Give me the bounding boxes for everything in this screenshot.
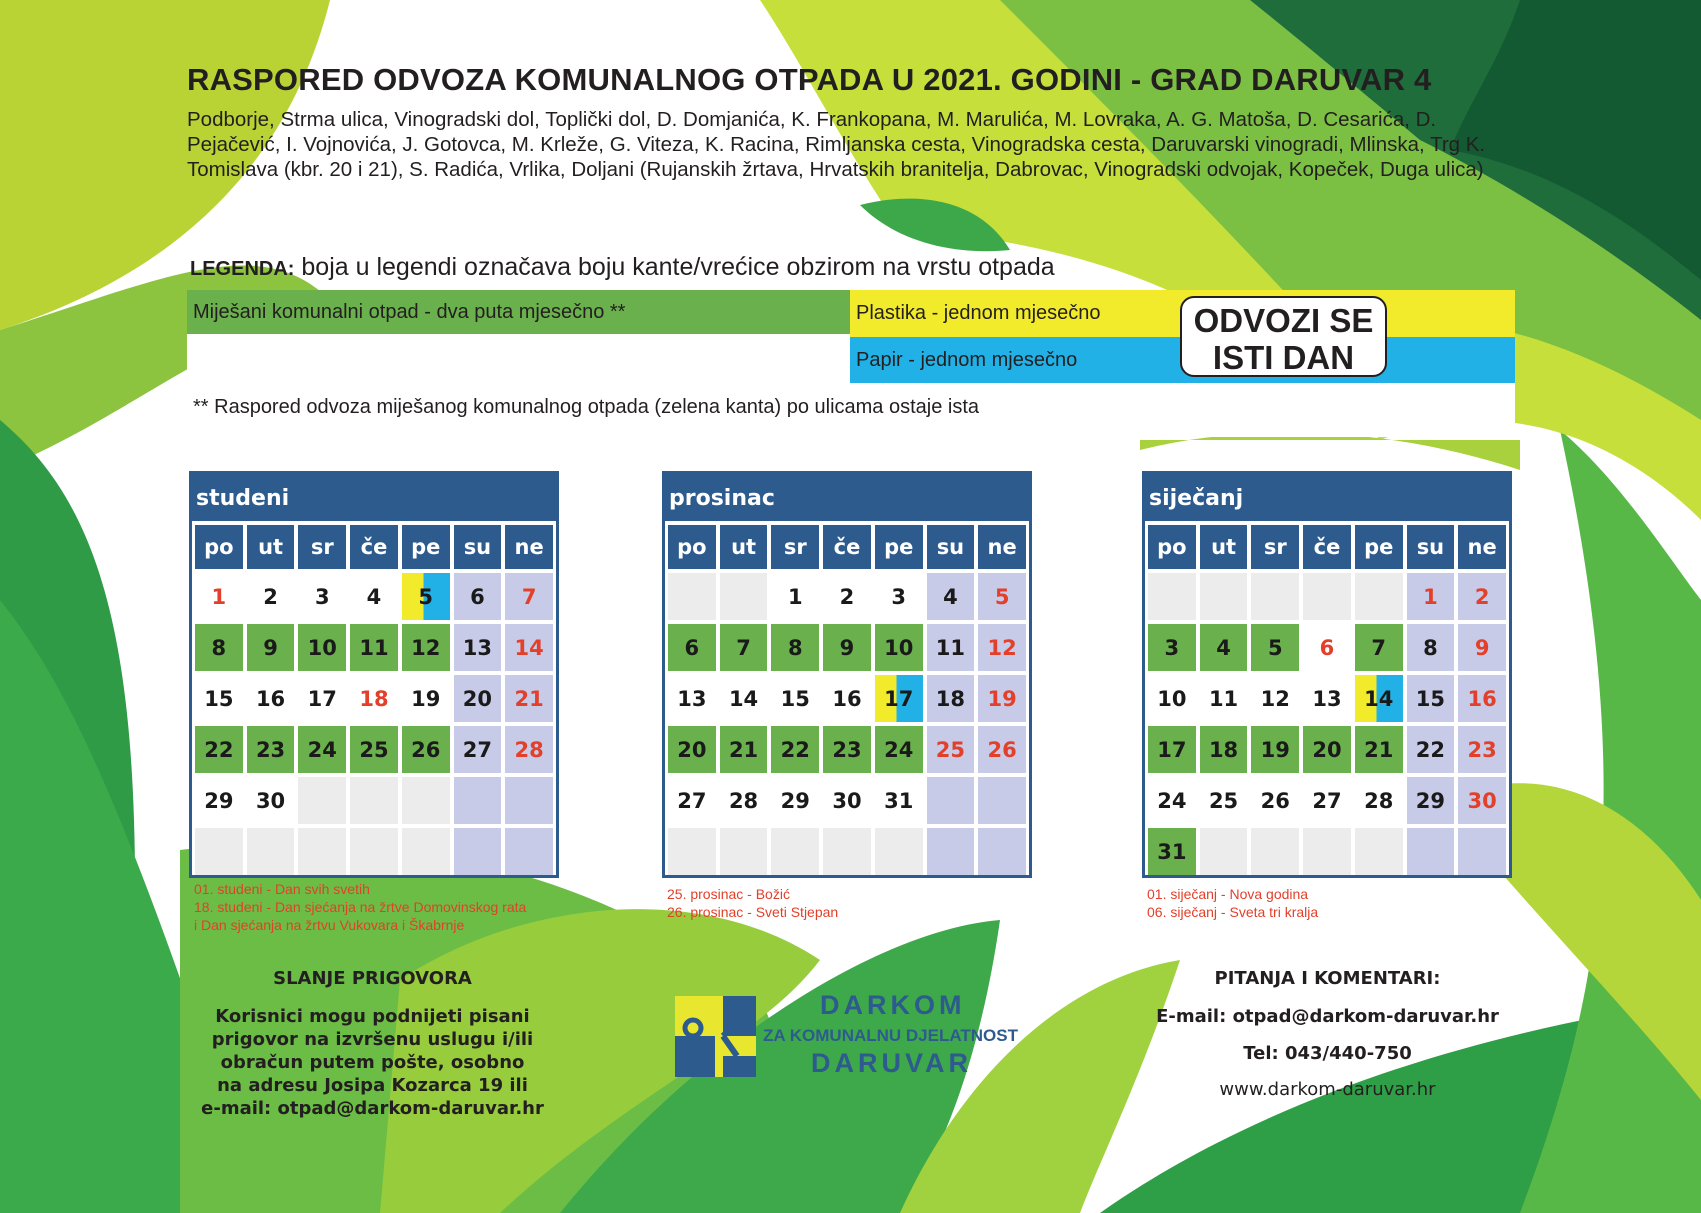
calendar-day: 7 — [505, 573, 553, 620]
calendar-day: 24 — [875, 726, 923, 773]
weekday-header: če — [350, 525, 398, 569]
calendar-empty-cell — [402, 828, 450, 875]
calendar-day: 19 — [1251, 726, 1299, 773]
complaints-line: obračun putem pošte, osobno — [220, 1052, 525, 1073]
calendar-day: 26 — [978, 726, 1026, 773]
calendar-empty-cell — [771, 828, 819, 875]
calendar-day: 20 — [1303, 726, 1351, 773]
calendar-day: 6 — [668, 624, 716, 671]
holiday-note: 01. studeni - Dan svih svetih — [194, 881, 370, 897]
weekday-header: če — [823, 525, 871, 569]
calendar-empty-cell — [1251, 828, 1299, 875]
logo-line1: DARKOM — [820, 990, 966, 1020]
calendar-empty-cell — [402, 777, 450, 824]
calendar-day: 24 — [298, 726, 346, 773]
calendar-day: 2 — [247, 573, 295, 620]
calendar-day: 16 — [247, 675, 295, 722]
weekday-header: po — [1148, 525, 1196, 569]
calendar-day: 18 — [1200, 726, 1248, 773]
calendar-empty-cell — [1407, 828, 1455, 875]
calendar-empty-cell — [350, 828, 398, 875]
page-title: RASPORED ODVOZA KOMUNALNOG OTPADA U 2021. GODINI - GRAD DARUVAR 4 — [187, 62, 1432, 97]
contact-heading: PITANJA I KOMENTARI: — [1214, 968, 1441, 989]
calendar-day: 22 — [771, 726, 819, 773]
weekday-header: sr — [298, 525, 346, 569]
weekday-header: pe — [1355, 525, 1403, 569]
calendar-day: 21 — [1355, 726, 1403, 773]
calendar-day: 2 — [1458, 573, 1506, 620]
calendar-empty-cell — [505, 828, 553, 875]
calendar-empty-cell — [454, 828, 502, 875]
calendar-empty-cell — [875, 828, 923, 875]
calendar-day: 4 — [350, 573, 398, 620]
calendar-day: 18 — [927, 675, 975, 722]
calendar-empty-cell — [1303, 828, 1351, 875]
calendar-empty-cell — [1200, 828, 1248, 875]
calendar-empty-cell — [927, 777, 975, 824]
calendar-day: 31 — [1148, 828, 1196, 875]
calendar-empty-cell — [195, 828, 243, 875]
calendar-empty-cell — [1355, 573, 1403, 620]
calendar-empty-cell — [1251, 573, 1299, 620]
weekday-header: pe — [875, 525, 923, 569]
holiday-notes-prosinac — [667, 885, 838, 921]
calendar-day: 7 — [720, 624, 768, 671]
weekday-header: ut — [1200, 525, 1248, 569]
calendar-day: 29 — [771, 777, 819, 824]
calendar-grid — [192, 521, 556, 875]
weekday-header: ne — [1458, 525, 1506, 569]
calendar-day: 12 — [402, 624, 450, 671]
calendar-day: 10 — [298, 624, 346, 671]
calendar-empty-cell — [927, 828, 975, 875]
calendar-day: 13 — [454, 624, 502, 671]
calendar-day: 4 — [1200, 624, 1248, 671]
weekday-header: sr — [1251, 525, 1299, 569]
calendar-day: 31 — [875, 777, 923, 824]
calendar-prosinac — [662, 471, 1032, 878]
legend-description: boja u legendi označava boju kante/vrećice obzirom na vrstu otpada — [301, 253, 1055, 281]
calendar-day: 24 — [1148, 777, 1196, 824]
calendar-day: 28 — [1355, 777, 1403, 824]
weekday-header: su — [1407, 525, 1455, 569]
weekday-header: ne — [505, 525, 553, 569]
calendar-day: 14 — [505, 624, 553, 671]
calendar-day: 3 — [875, 573, 923, 620]
calendar-day: 16 — [1458, 675, 1506, 722]
calendar-empty-cell — [1355, 828, 1403, 875]
calendar-day: 12 — [1251, 675, 1299, 722]
calendar-empty-cell — [247, 828, 295, 875]
logo-line2: ZA KOMUNALNU DJELATNOST — [763, 1026, 1018, 1045]
calendar-empty-cell — [1458, 828, 1506, 875]
weekday-header: sr — [771, 525, 819, 569]
calendar-day: 30 — [823, 777, 871, 824]
complaints-email: e-mail: otpad@darkom-daruvar.hr — [201, 1098, 544, 1119]
weekday-header: če — [1303, 525, 1351, 569]
calendar-day: 11 — [350, 624, 398, 671]
calendar-day: 14 — [720, 675, 768, 722]
calendar-day: 13 — [1303, 675, 1351, 722]
calendar-empty-cell — [298, 828, 346, 875]
holiday-note: 25. prosinac - Božić — [667, 886, 790, 902]
weekday-header: su — [454, 525, 502, 569]
calendar-day: 4 — [927, 573, 975, 620]
calendar-day: 11 — [927, 624, 975, 671]
calendar-day: 20 — [668, 726, 716, 773]
legend-plastic-label: Plastika - jednom mjesečno — [856, 302, 1101, 324]
calendar-day: 27 — [668, 777, 716, 824]
calendar-day: 22 — [1407, 726, 1455, 773]
darkom-logo-icon — [675, 996, 756, 1077]
contact-phone: Tel: 043/440-750 — [1243, 1043, 1412, 1064]
calendar-empty-cell — [298, 777, 346, 824]
weekday-header: ut — [247, 525, 295, 569]
calendar-day: 27 — [1303, 777, 1351, 824]
calendar-day: 9 — [1458, 624, 1506, 671]
weekday-header: po — [195, 525, 243, 569]
legend-mixed-label: Miješani komunalni otpad - dva puta mjesečno ** — [193, 300, 626, 323]
calendar-empty-cell — [1303, 573, 1351, 620]
calendar-day: 12 — [978, 624, 1026, 671]
calendar-day: 6 — [454, 573, 502, 620]
calendar-day: 8 — [1407, 624, 1455, 671]
calendar-day: 13 — [668, 675, 716, 722]
calendar-empty-cell — [350, 777, 398, 824]
calendar-day: 29 — [1407, 777, 1455, 824]
calendar-day: 19 — [978, 675, 1026, 722]
calendar-day: 23 — [247, 726, 295, 773]
calendar-day: 18 — [350, 675, 398, 722]
contact-section — [1130, 968, 1525, 1100]
legend-mixed-waste — [187, 290, 850, 334]
same-day-line1: ODVOZI SE — [1193, 302, 1374, 339]
calendar-day: 20 — [454, 675, 502, 722]
calendar-month-title: prosinac — [669, 486, 775, 511]
street-list: Podborje, Strma ulica, Vinogradski dol, Toplički dol, D. Domjanića, K. Frankopana, M. Marulića, M. Lovraka, A. G. Matoša, D. Cesarića, D. Pejačević, I. Vojnovića, J. Gotovca, M. Krleže, G. Viteza, K. Racina, Rimljanska cesta, Vinogradska cesta, Daruvarski vinogradi, Mlinska, Trg K. Tomislava (kbr. 20 i 21), S. Radića, Vrlika, Doljani (Rujanskih žrtava, Hrvatskih branitelja, Dabrovac, Vinogradski odvojak, Kopeček, Duga ulica) — [187, 108, 1486, 181]
calendar-studeni — [189, 471, 559, 878]
complaints-heading: SLANJE PRIGOVORA — [273, 968, 472, 989]
calendar-day: 14 — [1355, 675, 1403, 722]
complaints-line: prigovor na izvršenu uslugu i/ili — [211, 1029, 534, 1050]
weekday-header: po — [668, 525, 716, 569]
calendar-day: 29 — [195, 777, 243, 824]
calendar-day: 7 — [1355, 624, 1403, 671]
calendar-day: 23 — [823, 726, 871, 773]
same-day-line2: ISTI DAN — [1212, 339, 1355, 376]
contact-email[interactable]: E-mail: otpad@darkom-daruvar.hr — [1156, 1006, 1499, 1027]
calendar-empty-cell — [720, 573, 768, 620]
schedule-note: ** Raspored odvoza miješanog komunalnog otpada (zelena kanta) po ulicama ostaje ista — [187, 383, 1515, 437]
calendar-sijecanj — [1142, 471, 1512, 878]
calendar-day: 9 — [247, 624, 295, 671]
calendar-day: 23 — [1458, 726, 1506, 773]
calendar-day: 25 — [350, 726, 398, 773]
complaints-line: na adresu Josipa Kozarca 19 ili — [217, 1075, 528, 1096]
calendar-empty-cell — [720, 828, 768, 875]
calendar-empty-cell — [668, 573, 716, 620]
calendar-day: 27 — [454, 726, 502, 773]
holiday-note: 06. siječanj - Sveta tri kralja — [1147, 904, 1319, 920]
calendar-day: 5 — [1251, 624, 1299, 671]
holiday-note: 26. prosinac - Sveti Stjepan — [667, 904, 839, 920]
holiday-note: 18. studeni - Dan sjećanja na žrtve Domovinskog rata — [194, 899, 527, 915]
legend-label: LEGENDA: — [190, 258, 295, 280]
calendar-day: 30 — [1458, 777, 1506, 824]
calendar-empty-cell — [1200, 573, 1248, 620]
calendar-day: 5 — [402, 573, 450, 620]
calendar-empty-cell — [454, 777, 502, 824]
logo-line3: DARUVAR — [811, 1048, 972, 1078]
holiday-note: i Dan sjećanja na žrtvu Vukovara i Škabrnje — [194, 917, 465, 933]
calendar-day: 10 — [875, 624, 923, 671]
calendar-grid — [1145, 521, 1509, 875]
calendar-day: 5 — [978, 573, 1026, 620]
holiday-notes-sijecanj — [1147, 885, 1318, 921]
calendar-day: 8 — [195, 624, 243, 671]
calendar-day: 26 — [402, 726, 450, 773]
calendar-empty-cell — [978, 828, 1026, 875]
calendar-day: 25 — [927, 726, 975, 773]
contact-website[interactable]: www.darkom-daruvar.hr — [1219, 1079, 1436, 1100]
calendar-empty-cell — [823, 828, 871, 875]
calendar-month-title: studeni — [196, 486, 290, 511]
calendar-day: 19 — [402, 675, 450, 722]
calendar-empty-cell — [978, 777, 1026, 824]
calendar-day: 15 — [1407, 675, 1455, 722]
calendar-day: 1 — [195, 573, 243, 620]
calendar-day: 10 — [1148, 675, 1196, 722]
calendar-day: 21 — [720, 726, 768, 773]
complaints-line: Korisnici mogu podnijeti pisani — [215, 1006, 530, 1027]
calendar-day: 15 — [771, 675, 819, 722]
calendar-day: 15 — [195, 675, 243, 722]
complaints-section — [180, 968, 565, 1120]
calendar-empty-cell — [505, 777, 553, 824]
holiday-note: 01. siječanj - Nova godina — [1147, 886, 1309, 902]
calendar-day: 22 — [195, 726, 243, 773]
weekday-header: ut — [720, 525, 768, 569]
calendar-day: 6 — [1303, 624, 1351, 671]
calendar-day: 1 — [1407, 573, 1455, 620]
calendar-grid — [665, 521, 1029, 875]
legend-paper-label: Papir - jednom mjesečno — [856, 348, 1078, 371]
legend-spacer — [187, 334, 850, 383]
calendar-day: 30 — [247, 777, 295, 824]
calendar-empty-cell — [668, 828, 716, 875]
calendar-day: 9 — [823, 624, 871, 671]
weekday-header: ne — [978, 525, 1026, 569]
weekday-header: su — [927, 525, 975, 569]
calendar-day: 26 — [1251, 777, 1299, 824]
calendar-day: 2 — [823, 573, 871, 620]
calendar-day: 17 — [875, 675, 923, 722]
calendar-day: 8 — [771, 624, 819, 671]
calendar-day: 28 — [720, 777, 768, 824]
calendar-day: 21 — [505, 675, 553, 722]
calendar-day: 25 — [1200, 777, 1248, 824]
calendar-empty-cell — [1148, 573, 1196, 620]
holiday-notes-studeni — [194, 880, 526, 934]
same-day-badge — [1180, 296, 1387, 377]
calendar-day: 11 — [1200, 675, 1248, 722]
calendar-day: 28 — [505, 726, 553, 773]
calendar-day: 16 — [823, 675, 871, 722]
calendar-day: 3 — [298, 573, 346, 620]
legend-heading — [190, 253, 1055, 282]
calendar-day: 17 — [1148, 726, 1196, 773]
weekday-header: pe — [402, 525, 450, 569]
calendar-month-title: siječanj — [1149, 486, 1244, 511]
calendar-day: 3 — [1148, 624, 1196, 671]
calendar-day: 1 — [771, 573, 819, 620]
calendar-day: 17 — [298, 675, 346, 722]
